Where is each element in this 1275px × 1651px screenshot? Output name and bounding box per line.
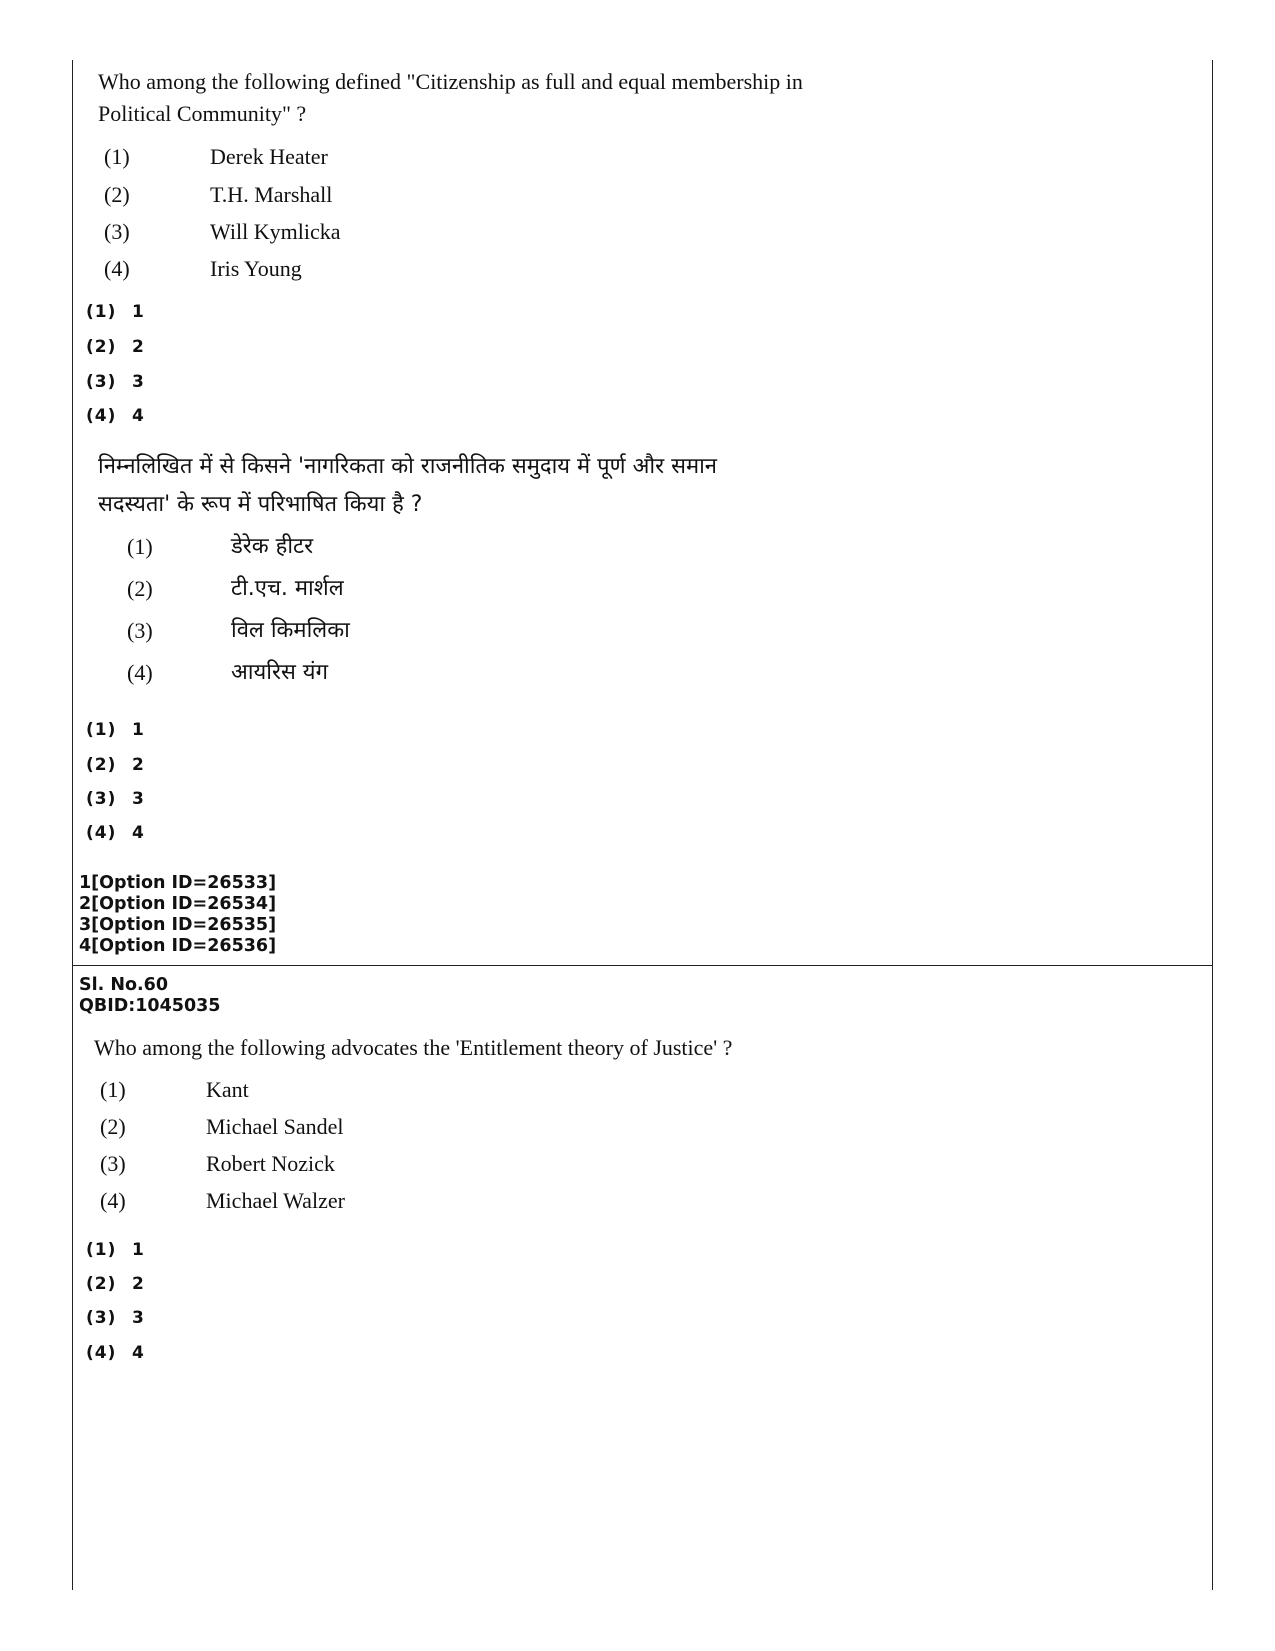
right-border <box>1212 60 1213 1590</box>
option-text: Derek Heater <box>210 144 328 169</box>
sl-no: Sl. No.60 <box>79 975 169 995</box>
q59-hi-answer-3: (3) 3 <box>86 789 145 809</box>
option-number: (1) <box>127 534 153 559</box>
option-number: (2) <box>100 1114 126 1139</box>
option-number: (3) <box>100 1151 126 1176</box>
option-id-list <box>79 873 276 957</box>
q59-en-question-line2: Political Community" ? <box>98 101 307 126</box>
q59-en-question-line1: Who among the following defined "Citizenship as full and equal membership in <box>98 69 803 94</box>
option-number: (3) <box>127 618 153 643</box>
q59-en-answer-3: (3) 3 <box>86 372 145 392</box>
q59-en-question <box>98 66 803 130</box>
option-number: (1) <box>104 144 130 169</box>
option-id-3: 3[Option ID=26535] <box>79 915 277 935</box>
option-number: (4) <box>104 256 130 281</box>
option-number: (4) <box>127 660 153 685</box>
option-text: T.H. Marshall <box>210 182 333 207</box>
q59-en-answer-2: (2) 2 <box>86 337 145 357</box>
left-border <box>72 60 73 1590</box>
option-number: (3) <box>104 219 130 244</box>
option-number: (2) <box>127 576 153 601</box>
q60-answer-4: (4) 4 <box>86 1343 145 1363</box>
option-id-2: 2[Option ID=26534] <box>79 894 277 914</box>
qbid: QBID:1045035 <box>79 996 221 1016</box>
option-text: विल किमलिका <box>231 618 350 643</box>
q59-hi-answer-2: (2) 2 <box>86 755 145 775</box>
q59-hi-answer-1: (1) 1 <box>86 720 145 740</box>
option-number: (4) <box>100 1188 126 1213</box>
option-text: Kant <box>206 1077 249 1102</box>
option-text: Iris Young <box>210 256 302 281</box>
question-divider <box>72 965 1213 966</box>
q59-hi-question-line2: सदस्यता' के रूप में परिभाषित किया है ? <box>98 492 423 517</box>
option-id-1: 1[Option ID=26533] <box>79 873 277 893</box>
option-number: (2) <box>104 182 130 207</box>
option-text: Will Kymlicka <box>210 219 341 244</box>
q59-hi-question-line1: निम्नलिखित में से किसने 'नागरिकता को राजनीतिक समुदाय में पूर्ण और समान <box>98 454 718 479</box>
q59-hi-answer-4: (4) 4 <box>86 823 145 843</box>
option-text: आयरिस यंग <box>231 660 328 685</box>
q59-hi-question <box>98 448 717 524</box>
option-text: Robert Nozick <box>206 1151 335 1176</box>
q60-header <box>79 975 221 1017</box>
q60-answer-3: (3) 3 <box>86 1308 145 1328</box>
q60-question: Who among the following advocates the 'Entitlement theory of Justice' ? <box>94 1035 733 1060</box>
option-text: टी.एच. मार्शल <box>231 576 344 601</box>
option-number: (1) <box>100 1077 126 1102</box>
option-text: Michael Sandel <box>206 1114 344 1139</box>
option-id-4: 4[Option ID=26536] <box>79 936 277 956</box>
q59-en-answer-1: (1) 1 <box>86 302 145 322</box>
q59-en-answer-4: (4) 4 <box>86 406 145 426</box>
option-text: डेरेक हीटर <box>231 534 314 559</box>
q60-answer-2: (2) 2 <box>86 1274 145 1294</box>
option-text: Michael Walzer <box>206 1188 345 1213</box>
q60-answer-1: (1) 1 <box>86 1240 145 1260</box>
